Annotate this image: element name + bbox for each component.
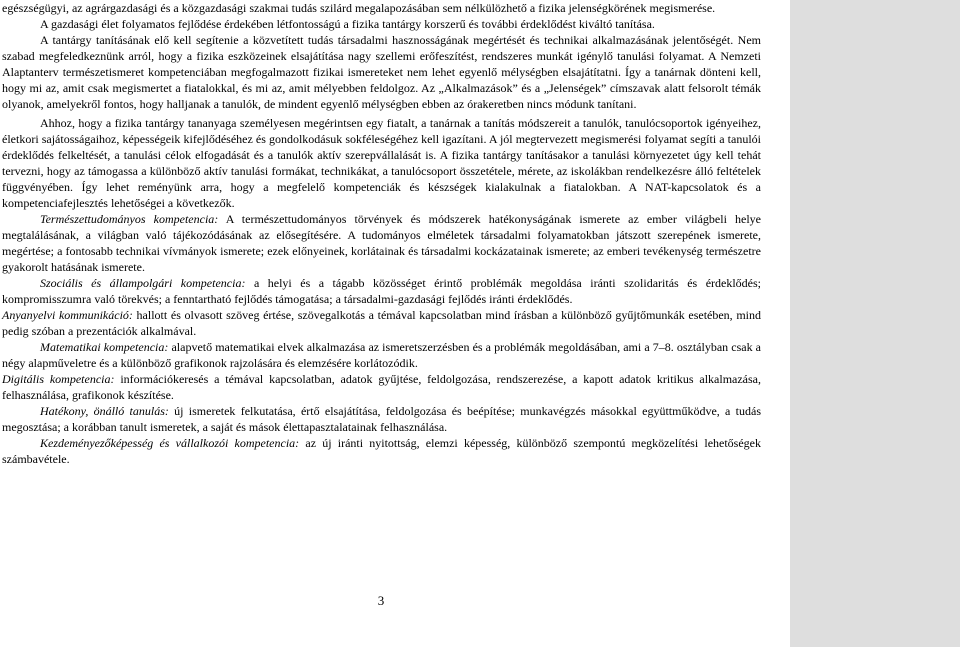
paragraph-text: A gazdasági élet folyamatos fejlődése érdekében létfontosságú a fizika tantárgy korszerű és további érdeklődést kiváltó tanítása. — [40, 17, 655, 31]
competency-learning — [2, 403, 761, 435]
paragraph-economy — [2, 16, 761, 32]
competency-text: új ismeretek felkutatása, értő elsajátítása, feldolgozása és beépítése; munkavégzés másokkal együttműködve, a tudás megosztása; a korábban tanult ismeretek, a saját és mások élettapasztalatainak felhasználása. — [2, 404, 761, 434]
competency-digital — [2, 371, 761, 403]
paragraph-intro — [2, 0, 761, 16]
competency-science — [2, 211, 761, 275]
paragraph-teaching — [2, 32, 761, 112]
paragraph-text: egészségügyi, az agrárgazdasági és a közgazdasági szakmai tudás szilárd megalapozásában sem nélkülözhető a fizika jelenségkörének megismerése. — [2, 1, 716, 15]
competency-label: Anyanyelvi kommunikáció: — [2, 308, 133, 322]
paragraph-text: Ahhoz, hogy a fizika tantárgy tananyaga személyesen megérintsen egy fiatalt, a tanárnak a tanítás módszereit a tanulók, tanulócsoportok igényeihez, életkori sajátosságaihoz, képességeik kifejlődéséhez és gondolkodásuk sokféleségéhez kell igazítani. A jól megtervezett megismerési folyamat segíti a tanulói érdeklődés felkeltését, a tanulási célok elfogadását és a tanulók aktív szerepvállalását is. A fizika tantárgy tanításakor a tanulási környezetet úgy kell tehát tervezni, hogy az támogassa a különböző aktív tanulási formákat, technikákat, a tanulócsoport összetétele, mérete, az iskolákban rendelkezésre álló feltételek függvényében. Így lehet reményünk arra, hogy a megfelelő kompetenciák és készségek kialakulnak a fiatalokban. A NAT-kapcsolatok és a kompetenciafejlesztés lehetőségei a következők. — [2, 116, 761, 210]
competency-social — [2, 275, 761, 307]
comment-sidebar — [790, 0, 960, 647]
competency-text: A természettudományos törvények és módszerek hatékonyságának ismerete az ember világbeli helye megtalálásának, a világban való tájékozódásának az elősegítésére. A tudományos elméletek társadalmi folyamatokban játszott szerepének ismerete, megértése; a fontosabb technikai vívmányok ismerete; ezek előnyeinek, korlátainak és társadalmi kockázatainak ismerete; az emberi tevékenység természetre gyakorolt hatásának ismerete. — [2, 212, 761, 274]
competency-math — [2, 339, 761, 371]
competency-text: a helyi és a tágabb közösséget érintő problémák megoldása iránti szolidaritás és érdeklődés; kompromisszumra való törekvés; a fenntartható fejlődés támogatása; a társadalmi-gazdasági fejlődés iránti érdeklődés. — [2, 276, 762, 306]
competency-label: Hatékony, önálló tanulás: — [40, 404, 169, 418]
competency-language — [2, 307, 761, 339]
competency-label: Matematikai kompetencia: — [40, 340, 169, 354]
competency-label: Szociális és állampolgári kompetencia: — [40, 276, 246, 290]
competency-label: Digitális kompetencia: — [2, 372, 115, 386]
competency-label: Kezdeményezőképesség és vállalkozói kompetencia: — [40, 436, 300, 450]
paragraph-text: A tantárgy tanításának elő kell segítenie a közvetített tudás társadalmi hasznosságának megértését és technikai alkalmazásának jelentőségét. Nem szabad megfeledkeznünk arról, hogy a fizika eszközeinek elsajátítása nagy szellemi erőfeszítést, rendszeres munkát igénylő tanulási folyamat. A Nemzeti Alaptanterv természetismeret kompetenciában megfogalmazott fizikai ismereteket nem lehet egyenlő mélységben elsajátítatni. Így a tanárnak dönteni kell, hogy mi az, amit csak megismertet a fiatalokkal, és mi az, amit mélyebben feldolgoz. Az „Alkalmazások” és a „Jelenségek” címszavak alatt felsorolt témák olyanok, amelyekről fontos, hogy halljanak a tanulók, de mindent egyenlő mélységben ebben az órakeretben nincs módunk tanítani. — [2, 33, 761, 111]
page-number: 3 — [377, 593, 385, 608]
competency-text: az új iránti nyitottság, elemzi képesség, különböző szempontú megközelítési lehetőségek számbavétele. — [2, 436, 761, 466]
competency-initiative — [2, 435, 761, 467]
competency-text: alapvető matematikai elvek alkalmazása az ismeretszerzésben és a problémák megoldásában, ami a 7–8. osztályban csak a négy alapműveletre és a különböző grafikonok rajzolására és elemzésére korlátozódik. — [2, 340, 761, 370]
body-text — [2, 0, 761, 467]
paragraph-methods — [2, 115, 761, 211]
competency-label: Természettudományos kompetencia: — [40, 212, 219, 226]
competency-text: hallott és olvasott szöveg értése, szövegalkotás a témával kapcsolatban mind írásban a különböző gyűjtőmunkák esetében, mind pedig szóban a prezentációk alkalmával. — [2, 308, 761, 338]
competency-text: információkeresés a témával kapcsolatban, adatok gyűjtése, feldolgozása, rendszerezése, a kapott adatok kritikus alkalmazása, felhasználása, grafikonok készítése. — [2, 372, 762, 402]
